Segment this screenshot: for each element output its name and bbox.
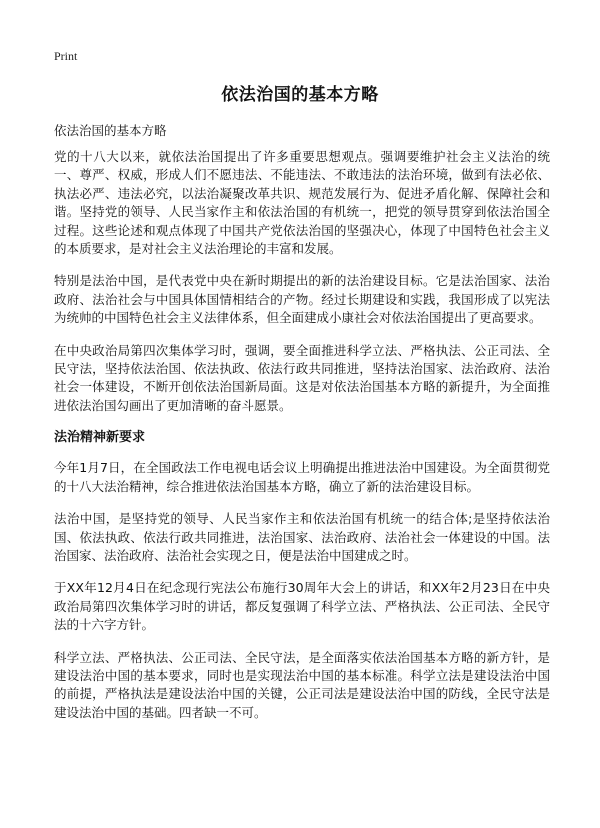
paragraph-section-3: 于XX年12月4日在纪念现行宪法公布施行30周年大会上的讲话，和XX年2月23日在中央政治局第四次集体学习时的讲话，都反复强调了科学立法、严格执法、公正司法、全民守法的十六字方针。 bbox=[54, 580, 550, 633]
document-subtitle: 依法治国的基本方略 bbox=[54, 123, 167, 138]
paragraph-section-1: 今年1月7日，在全国政法工作电视电话会议上明确提出推进法治中国建设。为全面贯彻党的十八大法治精神，综合推进依法治国基本方略，确立了新的法治建设目标。 bbox=[54, 460, 550, 494]
print-link[interactable]: Print bbox=[54, 49, 78, 63]
document-body bbox=[54, 148, 550, 736]
section-heading: 法治精神新要求 bbox=[54, 430, 146, 446]
paragraph-section-4: 科学立法、严格执法、公正司法、全民守法，是全面落实依法治国基本方略的新方针，是建设法治中国的基本要求，同时也是实现法治中国的基本标准。科学立法是建设法治中国的前提，严格执法是建设法治中国的关键，公正司法是建设法治中国的防线，全民守法是建设法治中国的基础。四者缺一不可。 bbox=[54, 649, 550, 720]
paragraph-intro-3: 在中央政治局第四次集体学习时，强调，要全面推进科学立法、严格执法、公正司法、全民守法，坚持依法治国、依法执政、依法行政共同推进，坚持法治国家、法治政府、法治社会一体建设，不断开创依法治国新局面。这是对依法治国基本方略的新提升，为全面推进依法治国勾画出了更加清晰的奋斗愿景。 bbox=[54, 342, 550, 413]
document-title: 依法治国的基本方略 bbox=[221, 85, 379, 105]
paragraph-intro-1: 党的十八大以来，就依法治国提出了许多重要思想观点。强调要维护社会主义法治的统一、尊严、权威，形成人们不愿违法、不能违法、不敢违法的法治环境，做到有法必依、执法必严、违法必究，以法治凝聚改革共识、规范发展行为、促进矛盾化解、保障社会和谐。坚持党的领导、人民当家作主和依法治国的有机统一，把党的领导贯穿到依法治国全过程。这些论述和观点体现了中国共产党依法治国的坚强决心，体现了中国特色社会主义的本质要求，是对社会主义法治理论的丰富和发展。 bbox=[54, 149, 550, 257]
paragraph-intro-2: 特别是法治中国，是代表党中央在新时期提出的新的法治建设目标。它是法治国家、法治政府、法治社会与中国具体国情相结合的产物。经过长期建设和实践，我国形成了以宪法为统帅的中国特色社会主义法律体系，但全面建成小康社会对依法治国提出了更高要求。 bbox=[54, 273, 550, 326]
paragraph-section-2: 法治中国，是坚持党的领导、人民当家作主和依法治国有机统一的结合体;是坚持依法治国、依法执政、依法行政共同推进，法治国家、法治政府、法治社会一体建设的中国。法治国家、法治政府、法治社会实现之日，便是法治中国建成之时。 bbox=[54, 511, 550, 563]
